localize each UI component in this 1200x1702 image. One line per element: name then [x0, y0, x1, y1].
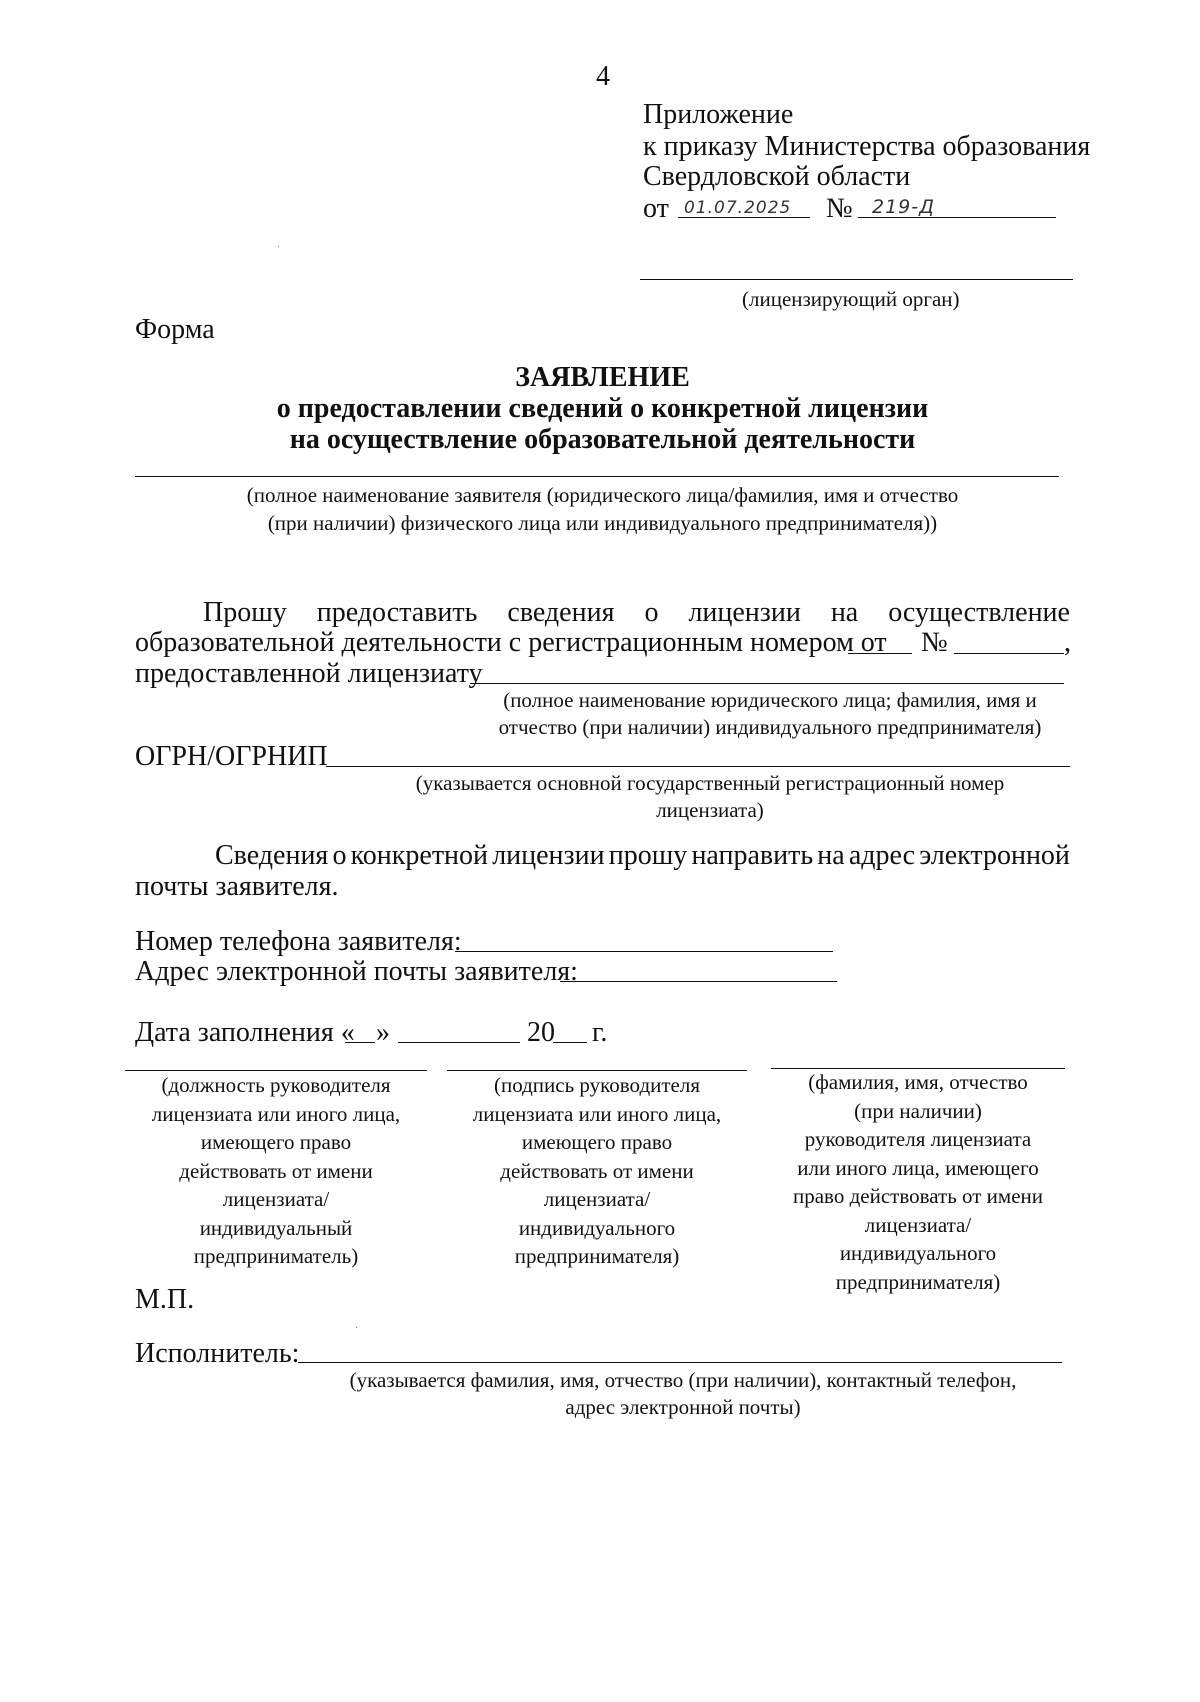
caption-line: лицензиата или иного лица, [472, 1101, 722, 1126]
scan-speck [356, 1327, 357, 1328]
registration-date-field [848, 653, 912, 654]
email-field [560, 981, 837, 982]
document-subtitle-1: о предоставлении сведений о конкретной лицензии [276, 393, 929, 424]
caption-line: индивидуальный [199, 1215, 353, 1240]
registration-comma: , [1064, 627, 1071, 658]
request-word: на [830, 597, 859, 628]
request-word: Прошу [203, 597, 287, 628]
licensing-body-caption: (лицензирующий орган) [742, 287, 960, 311]
executor-label: Исполнитель: [135, 1338, 300, 1369]
licensee-caption-2: отчество (при наличии) индивидуального предпринимателя) [498, 715, 1042, 739]
executor-field [298, 1362, 1062, 1363]
delivery-line-2: почты заявителя. [135, 871, 339, 902]
request-line-3: предоставленной лицензиату [135, 658, 483, 689]
page-number: 4 [596, 61, 610, 92]
order-number-handwritten: 219-Д [872, 196, 935, 218]
delivery-line-1 [215, 839, 1070, 873]
fill-year-prefix: 20 [527, 1017, 555, 1048]
applicant-name-field [135, 476, 1059, 477]
caption-line: предпринимателя) [835, 1269, 1001, 1294]
request-word: осуществление [888, 597, 1070, 628]
delivery-word: адрес [848, 840, 916, 871]
licensee-caption-1: (полное наименование юридического лица; фамилия, имя и [503, 688, 1037, 712]
applicant-caption-1: (полное наименование заявителя (юридического лица/фамилия, имя и отчество [246, 483, 959, 507]
registration-number-label: № [921, 627, 948, 658]
caption-line: лицензиата/ [222, 1187, 330, 1211]
caption-line: предприниматель) [193, 1244, 359, 1268]
caption-line: лицензиата/ [543, 1187, 651, 1211]
applicant-caption-2: (при наличии) физического лица или индивидуального предпринимателя)) [267, 511, 938, 535]
delivery-word: прошу [608, 840, 688, 871]
request-word: лицензии [688, 597, 801, 628]
signature-caption [447, 1071, 747, 1271]
caption-line: руководителя лицензиата [804, 1127, 1032, 1151]
request-line-2: образовательной деятельности с регистрационным номером от [135, 627, 887, 658]
request-word: предоставить [316, 597, 478, 628]
caption-line: индивидуального [518, 1215, 676, 1240]
caption-line: предпринимателя) [514, 1244, 680, 1268]
fill-date-close-quote: » [376, 1017, 390, 1048]
fill-day-field [345, 1042, 375, 1043]
fill-year-field [553, 1042, 587, 1043]
delivery-word: на [817, 840, 845, 871]
delivery-word: о [332, 840, 347, 871]
request-word: сведения [507, 597, 615, 628]
request-line-1 [203, 596, 1070, 630]
delivery-word: электронной [919, 840, 1070, 871]
order-from-label: от [643, 193, 669, 224]
caption-line: индивидуального [839, 1241, 997, 1265]
phone-field [455, 951, 833, 952]
caption-line: (фамилия, имя, отчество [808, 1070, 1028, 1094]
order-date-handwritten: 01.07.2025 [684, 198, 792, 218]
appendix-line-3: Свердловской области [643, 161, 911, 192]
fill-date-label: Дата заполнения « [135, 1017, 355, 1048]
caption-line: (должность руководителя [161, 1073, 391, 1097]
ogrn-field [326, 766, 1070, 767]
caption-line: лицензиата или иного лица, [151, 1101, 401, 1126]
position-caption [125, 1071, 427, 1271]
form-label: Форма [135, 314, 215, 345]
caption-line: право действовать от имени [793, 1184, 1043, 1208]
executor-caption-2: адрес электронной почты) [565, 1395, 801, 1419]
scan-speck [278, 246, 279, 247]
licensee-name-field [470, 683, 1064, 684]
caption-line: лицензиата/ [864, 1212, 972, 1237]
order-number-label: № [826, 193, 853, 224]
delivery-word: конкретной [350, 840, 489, 871]
caption-line: имеющего право [200, 1130, 352, 1154]
appendix-line-1: Приложение [643, 99, 794, 130]
delivery-word: лицензии [492, 840, 605, 871]
document-title: ЗАЯВЛЕНИЕ [515, 362, 690, 393]
delivery-word: Сведения [215, 840, 329, 871]
caption-line: или иного лица, имеющего [797, 1155, 1039, 1180]
appendix-line-2: к приказу Министерства образования [643, 131, 1091, 162]
fill-month-field [398, 1042, 520, 1043]
document-subtitle-2: на осуществление образовательной деятельности [289, 424, 916, 455]
executor-caption-1: (указывается фамилия, имя, отчество (при наличии), контактный телефон, [349, 1368, 1017, 1392]
email-label: Адрес электронной почты заявителя: [135, 956, 578, 987]
licensing-body-field [640, 279, 1073, 280]
full-name-caption [771, 1068, 1065, 1296]
ogrn-label: ОГРН/ОГРНИП [135, 741, 328, 772]
caption-line: действовать от имени [179, 1158, 373, 1183]
caption-line: действовать от имени [500, 1158, 694, 1183]
request-word: о [644, 597, 659, 628]
ogrn-caption-2: лицензиата) [656, 798, 764, 822]
registration-number-field [954, 653, 1064, 654]
caption-line: (подпись руководителя [493, 1073, 701, 1097]
caption-line: (при наличии) [854, 1098, 982, 1123]
phone-label: Номер телефона заявителя: [135, 926, 462, 957]
delivery-word: направить [691, 840, 814, 871]
caption-line: имеющего право [521, 1130, 673, 1154]
ogrn-caption-1: (указывается основной государственный регистрационный номер [415, 771, 1005, 795]
fill-year-suffix: г. [592, 1017, 608, 1048]
stamp-label: М.П. [135, 1284, 195, 1315]
